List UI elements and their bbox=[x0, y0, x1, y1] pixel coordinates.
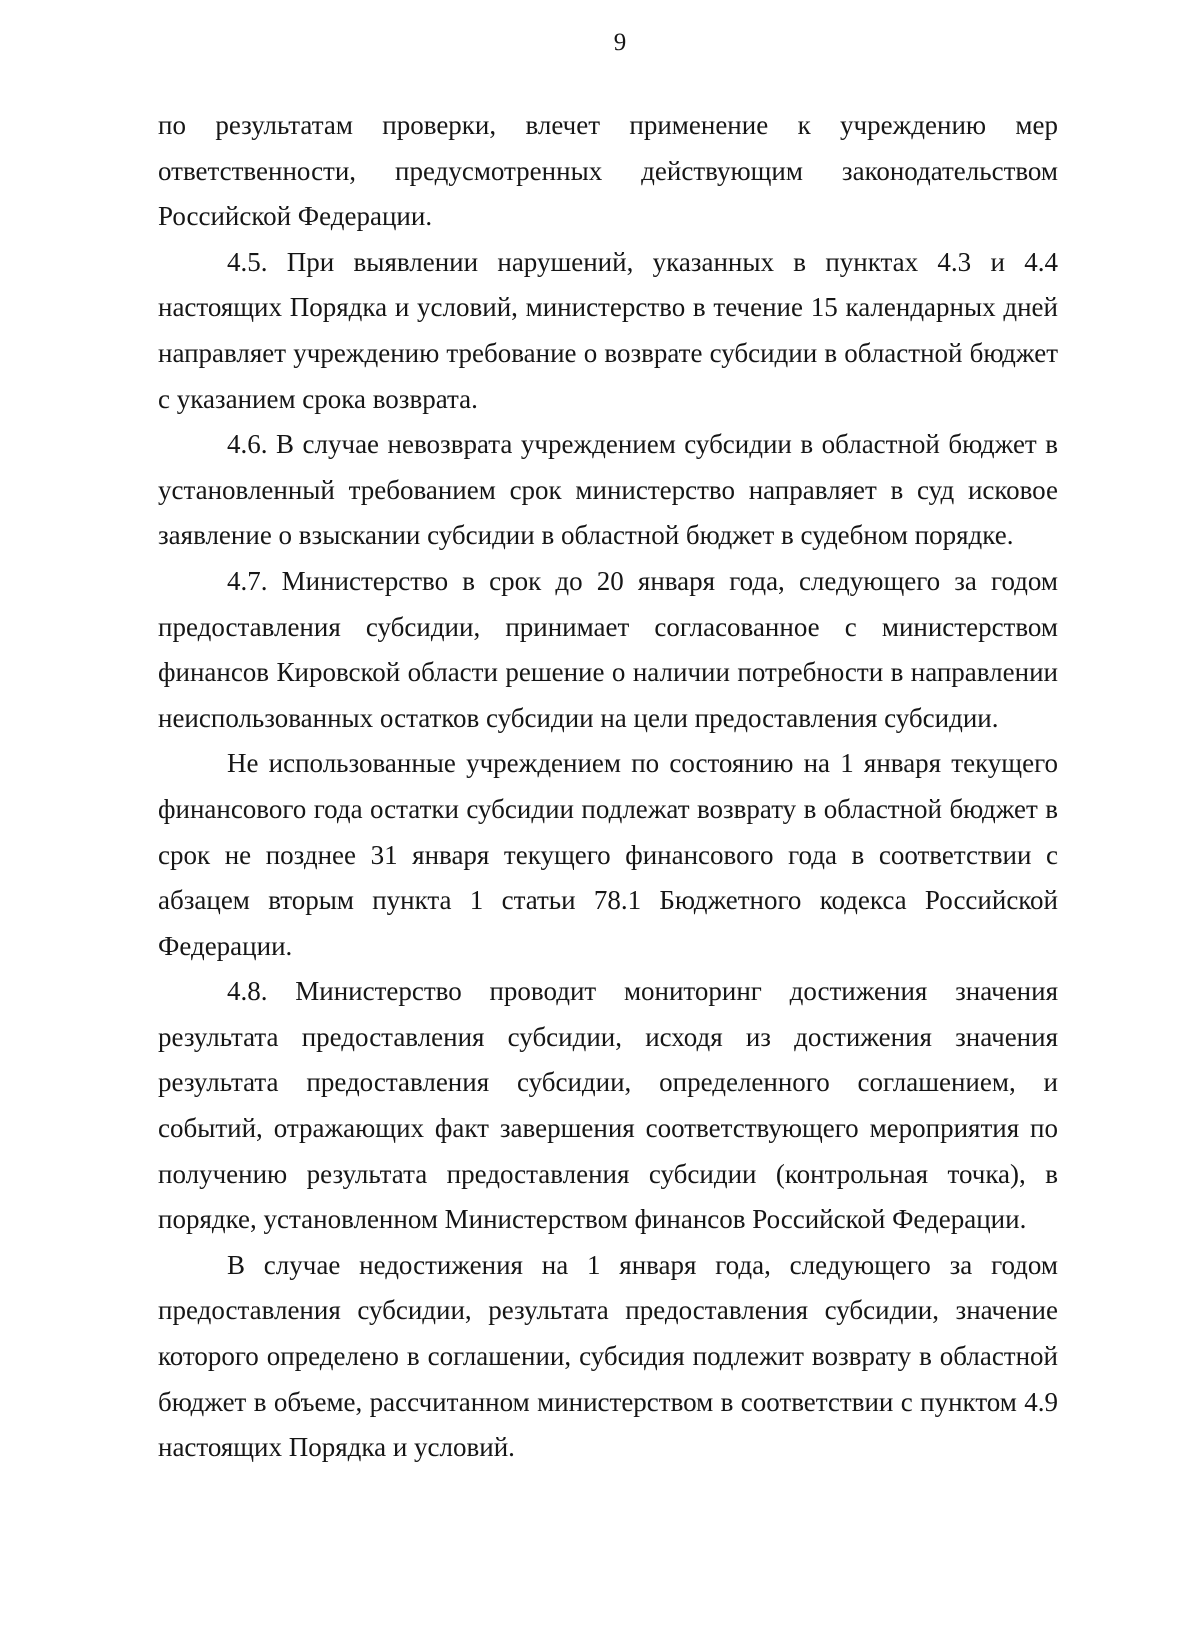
paragraph-non-achievement: В случае недостижения на 1 января года, следующего за годом предоставления субсидии, результата предоставления субсидии, значение которого определено в соглашении, субсидия подлежит возврату в областной бюджет в объеме, рассчитанном министерством в соответствии с пунктом 4.9 настоящих Порядка и условий. bbox=[158, 1249, 1058, 1463]
paragraph-unused-remainder: Не использованные учреждением по состоянию на 1 января текущего финансового года остатки субсидии подлежат возврату в областной бюджет в срок не позднее 31 января текущего финансового года в соответствии с абзацем вторым пункта 1 статьи 78.1 Бюджетного кодекса Российской Федерации. bbox=[158, 748, 1058, 961]
document-body bbox=[158, 103, 1058, 1471]
paragraph-4-8: 4.8. Министерство проводит мониторинг достижения значения результата предоставления субсидии, исходя из достижения значения результата предоставления субсидии, определенного соглашением, и событий, отражающих факт завершения соответствующего мероприятия по получению результата предоставления субсидии (контрольная точка), в порядке, установленном Министерством финансов Российской Федерации. bbox=[158, 976, 1058, 1235]
paragraph-4-6: 4.6. В случае невозврата учреждением субсидии в областной бюджет в установленный требованием срок министерство направляет в суд исковое заявление о взыскании субсидии в областной бюджет в судебном порядке. bbox=[158, 429, 1058, 551]
page-number: 9 bbox=[613, 29, 627, 56]
paragraph-4-5: 4.5. При выявлении нарушений, указанных в пунктах 4.3 и 4.4 настоящих Порядка и условий, министерство в течение 15 календарных дней направляет учреждению требование о возврате субсидии в областной бюджет с указанием срока возврата. bbox=[158, 246, 1058, 414]
paragraph-continuation: по результатам проверки, влечет применение к учреждению мер ответственности, предусмотренных действующим законодательством Российской Федерации. bbox=[158, 110, 1058, 232]
paragraph-4-7: 4.7. Министерство в срок до 20 января года, следующего за годом предоставления субсидии, принимает согласованное с министерством финансов Кировской области решение о наличии потребности в направлении неиспользованных остатков субсидии на цели предоставления субсидии. bbox=[158, 565, 1058, 733]
